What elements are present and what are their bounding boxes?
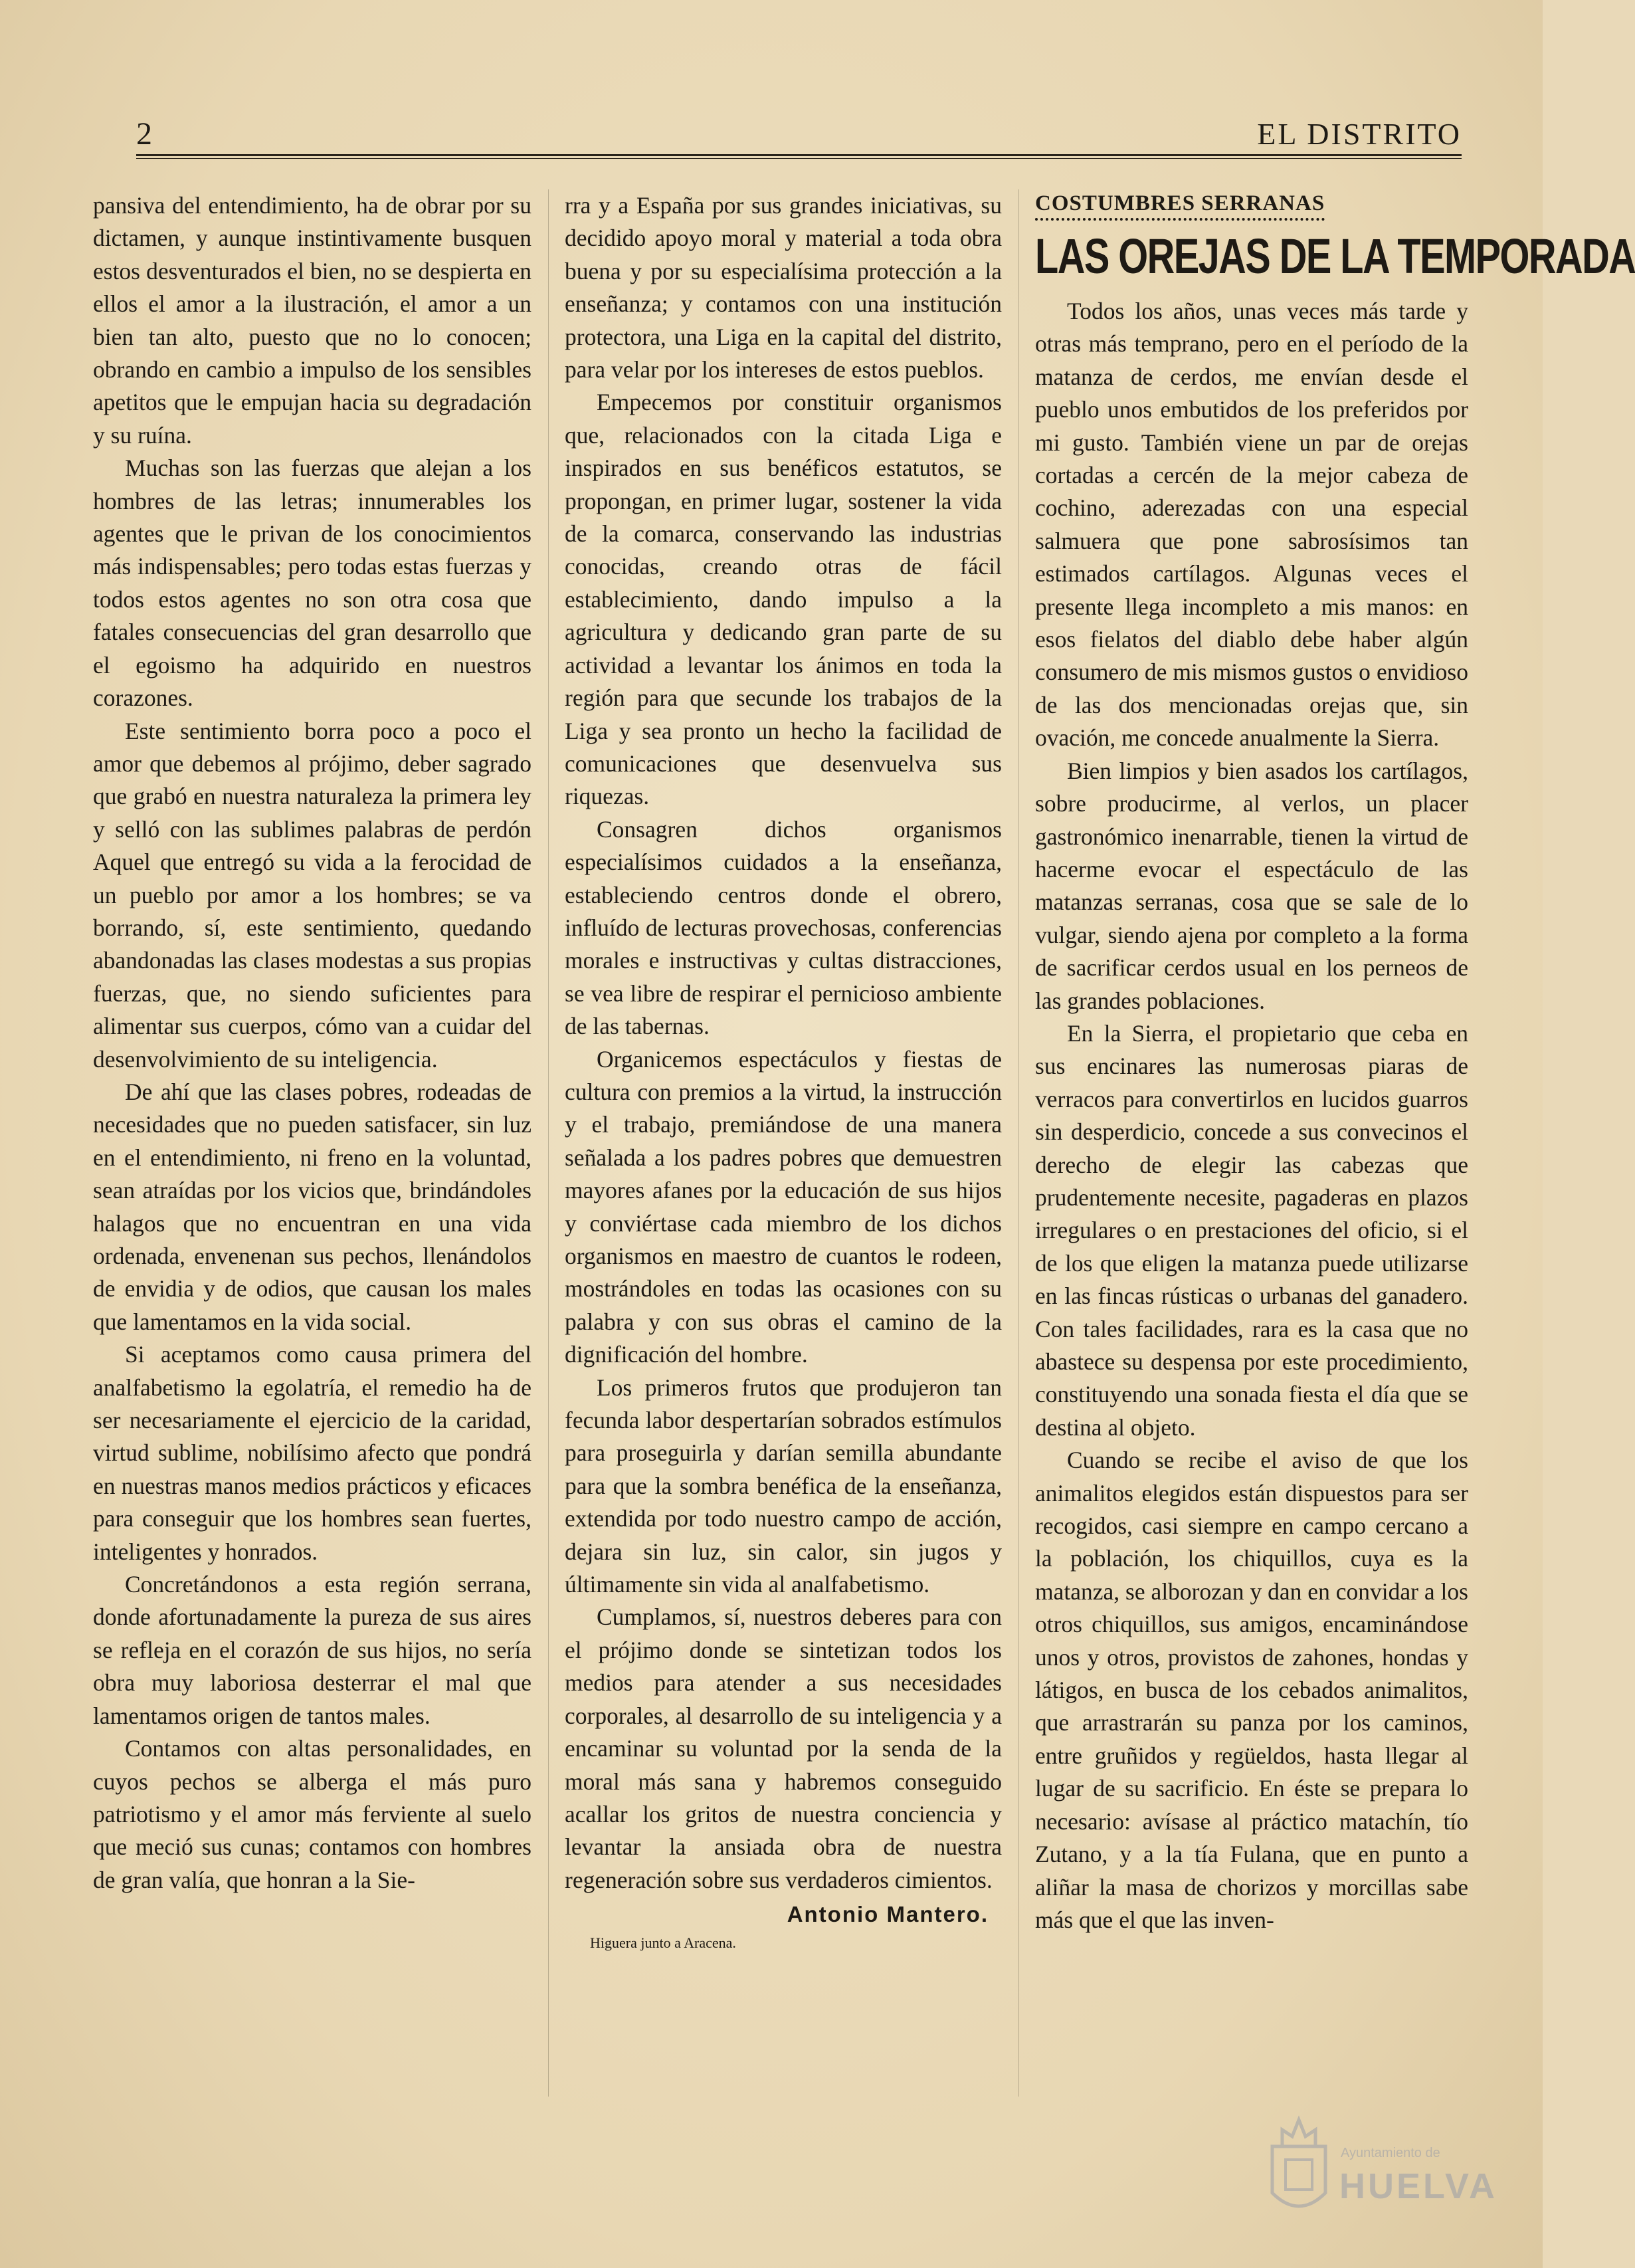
paragraph: Cuando se recibe el aviso de que los animalitos elegidos están dispuestos para ser recogidos, casi siempre en campo cercano a la población, los chiquillos, cuya es la matanza, se alborozan y dan en convidar a los otros chiquillos, sus amigos, encaminándose unos y otros, provistos de zahones, hondas y látigos, en busca de los cebados animalitos, que arrastrarán su panza por los caminos, entre gruñidos y regüeldos, hasta llegar al lugar de su sacrificio. En éste se prepara lo necesario: avísase al práctico matachín, tío Zutano, y a la tía Fulana, que en punto a aliñar la masa de chorizos y morcillas sabe más que el que las inven- — [1035, 1447, 1468, 1933]
header-rule-thin — [136, 158, 1462, 159]
column-divider — [1018, 189, 1019, 2097]
paragraph: Todos los años, unas veces más tarde y otras más temprano, pero en el período de la matanza de cerdos, me envían desde el pueblo unos embutidos de los preferidos por mi gusto. También viene un par de orejas cortadas a cercén de la mejor cabeza de cochino, aderezadas con una especial salmuera que pone sabrosísimos tan estimados cartílagos. Algunas veces el presente llega incompleto a mis manos: en esos fielatos del diablo debe haber algún consumero de mis mismos gustos o envidioso de las dos mencionadas orejas que, sin ovación, me concede anualmente la Sierra. — [1035, 298, 1468, 752]
watermark-big-text: HUELVA — [1339, 2166, 1497, 2206]
article-column-1 — [93, 189, 531, 1897]
paragraph: pansiva del entendimiento, ha de obrar por su dictamen, y aunque instintivamente busquen estos desventurados el bien, no se despierta en ellos el amor a la ilustración, el amor a un bien tan alto, puesto que no lo conocen; obrando en cambio a impulso de los sensibles apetitos que le empujan hacia su degradación y su ruína. — [93, 192, 531, 449]
paragraph: Cumplamos, sí, nuestros deberes para con el prójimo donde se sintetizan todos los medios para atender a sus necesidades corporales, al desarrollo de su inteligencia y a encaminar su voluntad por la senda de la moral más sana y habremos conseguido acallar los gritos de nuestra conciencia y levantar la ansiada obra de nuestra regeneración sobre sus verdaderos cimientos. — [565, 1603, 1002, 1893]
header-rule — [136, 154, 1462, 156]
section-label: COSTUMBRES SERRANAS — [1035, 190, 1325, 221]
article-column-2 — [565, 189, 1002, 1955]
paragraph: De ahí que las clases pobres, rodeadas de necesidades que no pueden satisfacer, sin luz en el entendimiento, ni freno en la voluntad, sean atraídas por los vicios que, brindándoles halagos que no encuentran en una vida ordenada, envenenan sus pechos, llenándolos de envidia y de odios, que causan los males que lamentamos en la vida social. — [93, 1078, 531, 1335]
paragraph: Organicemos espectáculos y fiestas de cultura con premios a la virtud, la instrucción y el trabajo, premiándose de una manera señalada a los padres pobres que demuestren mayores afanes por la educación de sus hijos y conviértase cada miembro de los dichos organismos en maestro de cuantos le rodeen, mostrándoles en todas las ocasiones con su palabra y con sus obras el camino de la dignificación del hombre. — [565, 1045, 1002, 1368]
huelva-watermark — [1262, 2107, 1497, 2226]
paragraph: Contamos con altas personalidades, en cuyos pechos se alberga el más puro patriotismo y el amor más ferviente al suelo que meció sus cunas; contamos con hombres de gran valía, que honran a la Sie- — [93, 1735, 531, 1893]
page-header — [136, 113, 1462, 159]
page-number: 2 — [136, 116, 152, 152]
article-column-3 — [1035, 186, 1635, 1936]
newspaper-name: EL DISTRITO — [1257, 117, 1462, 151]
article-place: Higuera junto a Aracena. — [590, 1934, 736, 1951]
paragraph: Los primeros frutos que produjeron tan fecunda labor despertarían sobrados estímulos para proseguirla y darían semilla abundante para que la sombra benéfica de la enseñanza, extendida por todo nuestro campo de acción, dejara sin luz, sin calor, sin jugos y últimamente sin vida al analfabetismo. — [565, 1374, 1002, 1598]
paragraph: Concretándonos a esta región serrana, donde afortunadamente la pureza de sus aires se refleja en el corazón de sus hijos, no sería obra muy laboriosa desterrar el mal que lamentamos origen de tantos males. — [93, 1571, 531, 1729]
article-signature: Antonio Mantero. — [787, 1902, 989, 1927]
paragraph: Consagren dichos organismos especialísimos cuidados a la enseñanza, estableciendo centros donde el obrero, influído de lecturas provechosas, conferencias morales e instructivas y cultas distracciones, se vea libre de respirar el pernicioso ambiente de las tabernas. — [565, 815, 1002, 1040]
paragraph: Muchas son las fuerzas que alejan a los hombres de las letras; innumerables los agentes que le privan de los conocimientos más indispensables; pero todas estas fuerzas y todos estos agentes no son otra cosa que fatales consecuencias del gran desarrollo que el egoismo ha adquirido en nuestros corazones. — [93, 455, 531, 712]
coat-of-arms-icon — [1262, 2107, 1335, 2223]
paragraph: Si aceptamos como causa primera del analfabetismo la egolatría, el remedio ha de ser necesariamente el ejercicio de la caridad, virtud sublime, nobilísimo afecto que pondrá en nuestras manos medios prácticos y eficaces para conseguir que los hombres sean fuertes, inteligentes y honrados. — [93, 1341, 531, 1565]
paragraph: En la Sierra, el propietario que ceba en sus encinares las numerosas piaras de verracos para convertirlos en lucidos guarros sin desperdicio, concede a sus convecinos el derecho de elegir las cabezas que prudentemente necesite, pagaderas en plazos irregulares o en prestaciones del oficio, si el de los que eligen la matanza puede utilizarse en las fincas rústicas o urbanas del ganadero. Con tales facilidades, rara es la casa que no abastece su despensa por este procedimiento, constituyendo una sonada fiesta el día que se destina al objeto. — [1035, 1019, 1468, 1441]
article-headline: LAS OREJAS DE LA TEMPORADA — [1035, 229, 1635, 284]
paragraph: rra y a España por sus grandes iniciativas, su decidido apoyo moral y material a toda obra buena y por su especialísima protección a la enseñanza; y contamos con una institución protectora, una Liga en la capital del distrito, para velar por los intereses de estos pueblos. — [565, 192, 1002, 383]
paragraph: Empecemos por constituir organismos que, relacionados con la citada Liga e inspirados en sus benéficos estatutos, se propongan, en primer lugar, sostener la vida de la comarca, conservando las industrias conocidas, creando otras de fácil establecimiento, dando impulso a la agricultura y dedicando gran parte de su actividad a levantar los ánimos en toda la región para que secunde los trabajos de la Liga y sea pronto un hecho la facilidad de comunicaciones que desenvuelva sus riquezas. — [565, 389, 1002, 810]
column-divider — [548, 189, 549, 2097]
paragraph: Bien limpios y bien asados los cartílagos, sobre producirme, al verlos, un placer gastronómico inenarrable, tienen la virtud de hacerme evocar el espectáculo de las matanzas serranas, cosa que se sale de lo vulgar, siendo ajena por completo a la forma de sacrificar cerdos usual en los perneos de las grandes poblaciones. — [1035, 757, 1468, 1014]
paragraph: Este sentimiento borra poco a poco el amor que debemos al prójimo, deber sagrado que grabó en nuestra naturaleza la primera ley y selló con las sublimes palabras de perdón Aquel que entregó su vida a la ferocidad de un pueblo por amor a los hombres; se va borrando, sí, este sentimiento, quedando abandonadas las clases modestas a sus propias fuerzas, que, no siendo suficientes para alimentar sus cuerpos, cómo van a cuidar del desenvolvimiento de su inteligencia. — [93, 717, 531, 1073]
watermark-small-text: Ayuntamiento de — [1341, 2146, 1440, 2160]
